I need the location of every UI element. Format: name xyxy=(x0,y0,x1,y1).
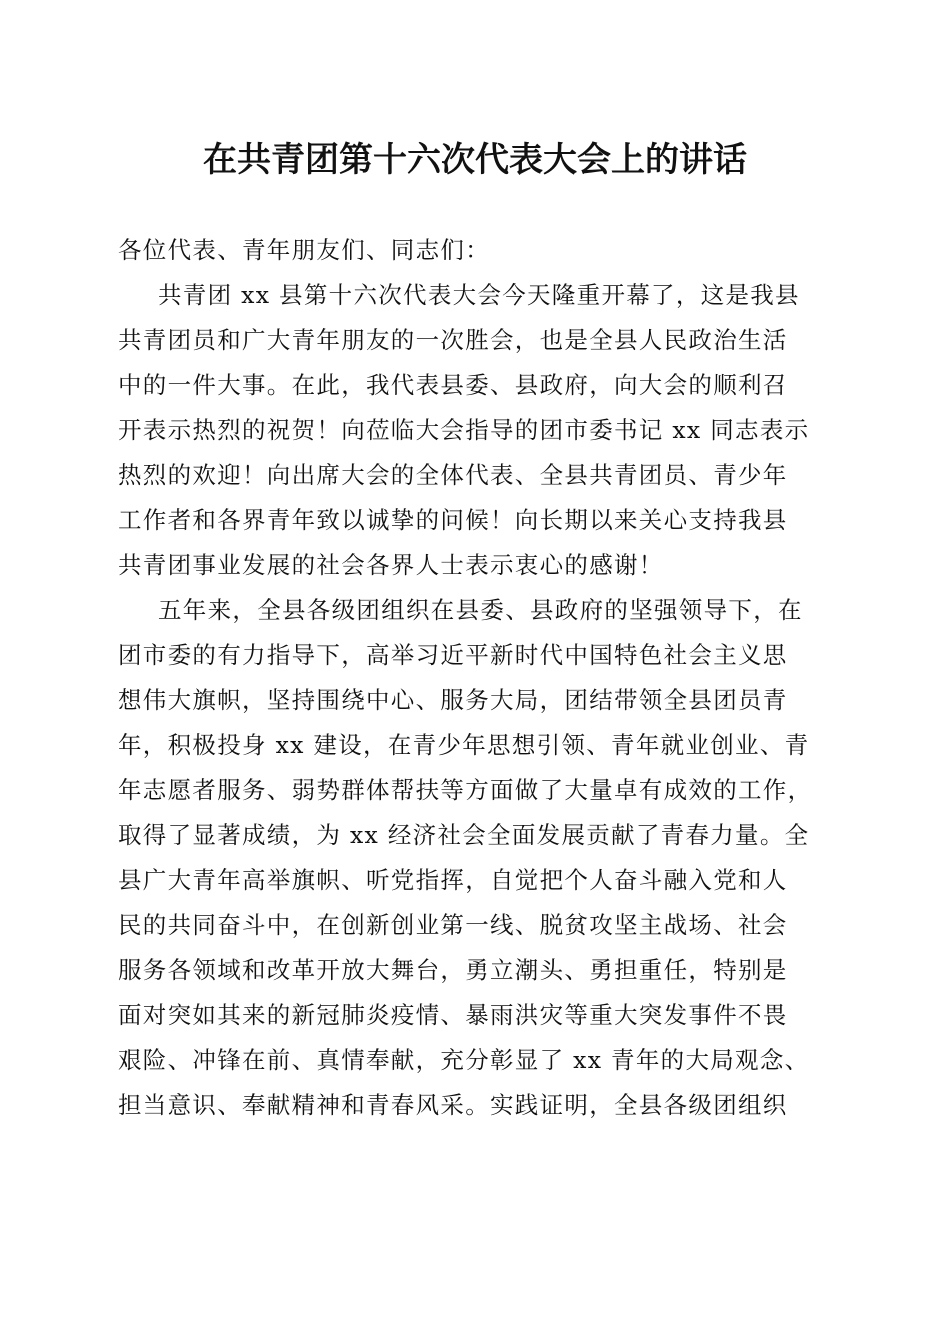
paragraph-line: 面对突如其来的新冠肺炎疫情、暴雨洪灾等重大突发事件不畏 xyxy=(118,1001,788,1029)
paragraph-line: 担当意识、奉献精神和青春风采。实践证明，全县各级团组织 xyxy=(118,1091,788,1119)
paragraph-line: 取得了显著成绩，为 xx 经济社会全面发展贡献了青春力量。全 xyxy=(118,821,810,849)
paragraph-line: 年，积极投身 xx 建设，在青少年思想引领、青年就业创业、青 xyxy=(118,731,810,759)
paragraph-line: 共青团 xx 县第十六次代表大会今天隆重开幕了，这是我县 xyxy=(158,281,800,309)
paragraph-line: 想伟大旗帜，坚持围绕中心、服务大局，团结带领全县团员青 xyxy=(118,686,788,714)
paragraph-line: 民的共同奋斗中，在创新创业第一线、脱贫攻坚主战场、社会 xyxy=(118,911,788,939)
paragraph-line: 中的一件大事。在此，我代表县委、县政府，向大会的顺利召 xyxy=(118,371,788,399)
paragraph-line: 服务各领域和改革开放大舞台，勇立潮头、勇担重任，特别是 xyxy=(118,956,788,984)
paragraph-line: 五年来，全县各级团组织在县委、县政府的坚强领导下，在 xyxy=(158,596,803,624)
paragraph-line: 共青团事业发展的社会各界人士表示衷心的感谢！ xyxy=(118,551,664,579)
paragraph-line: 开表示热烈的祝贺！向莅临大会指导的团市委书记 xx 同志表示 xyxy=(118,416,810,444)
paragraph-line: 年志愿者服务、弱势群体帮扶等方面做了大量卓有成效的工作， xyxy=(118,776,813,804)
paragraph-line: 热烈的欢迎！向出席大会的全体代表、全县共青团员、青少年 xyxy=(118,461,788,489)
paragraph-1 xyxy=(118,273,830,588)
paragraph-line: 共青团员和广大青年朋友的一次胜会，也是全县人民政治生活 xyxy=(118,326,788,354)
paragraph-line: 县广大青年高举旗帜、听党指挥，自觉把个人奋斗融入党和人 xyxy=(118,866,788,894)
paragraph-2 xyxy=(118,588,830,1128)
paragraph-line: 团市委的有力指导下，高举习近平新时代中国特色社会主义思 xyxy=(118,641,788,669)
paragraph-line: 艰险、冲锋在前、真情奉献，充分彰显了 xx 青年的大局观念、 xyxy=(118,1046,810,1074)
document-title: 在共青团第十六次代表大会上的讲话 xyxy=(203,140,747,180)
paragraph-line: 工作者和各界青年致以诚挚的问候！向长期以来关心支持我县 xyxy=(118,506,788,534)
salutation: 各位代表、青年朋友们、同志们： xyxy=(118,236,490,264)
document-body xyxy=(118,228,830,1128)
